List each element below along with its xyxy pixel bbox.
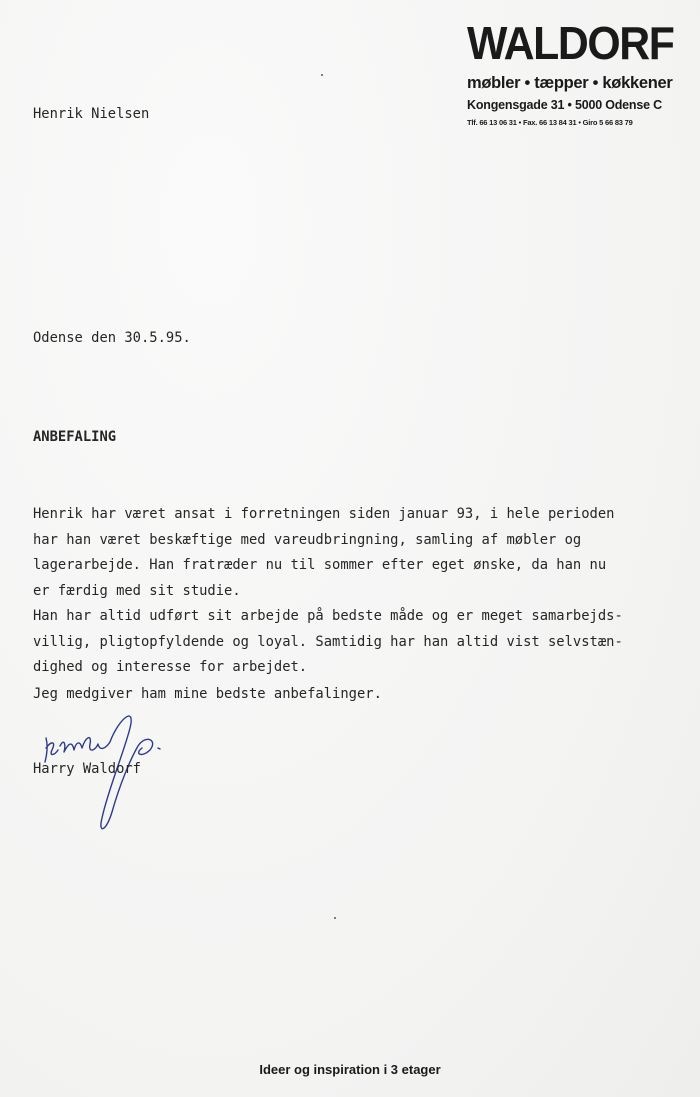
recipient-name: Henrik Nielsen	[33, 106, 150, 122]
company-tagline: møbler • tæpper • køkkener	[467, 74, 673, 92]
letterhead	[467, 18, 682, 127]
company-address: Kongensgade 31 • 5000 Odense C	[467, 98, 662, 112]
body-line: dighed og interesse for arbejdet.	[33, 659, 308, 675]
body-line: Han har altid udført sit arbejde på bedste måde og er meget samarbejds-	[33, 608, 623, 624]
company-contact: Tlf. 66 13 06 31 • Fax. 66 13 84 31 • Giro 5 66 83 79	[467, 118, 633, 127]
body-line: er færdig med sit studie.	[33, 582, 241, 599]
body-line: lagerarbejde. Han fratræder nu til sommer efter eget ønske, da han nu	[33, 557, 607, 573]
body-line: villig, pligtopfyldende og loyal. Samtidig har han altid vist selvstæn-	[33, 633, 623, 650]
subject-heading: ANBEFALING	[33, 429, 117, 445]
footer-slogan: Ideer og inspiration i 3 etager	[259, 1062, 441, 1077]
paper-speck	[334, 917, 336, 919]
company-logo: WALDORF	[467, 17, 674, 69]
paper-speck	[321, 74, 323, 76]
body-line: har han været beskæftige med vareudbringning, samling af møbler og	[33, 531, 582, 548]
signer-name: Harry Waldorf	[33, 761, 141, 777]
letter-body	[33, 502, 623, 681]
body-line: Henrik har været ansat i forretningen siden januar 93, i hele perioden	[33, 506, 615, 522]
date-line: Odense den 30.5.95.	[33, 330, 191, 346]
closing-line: Jeg medgiver ham mine bedste anbefalinger.	[33, 686, 382, 702]
